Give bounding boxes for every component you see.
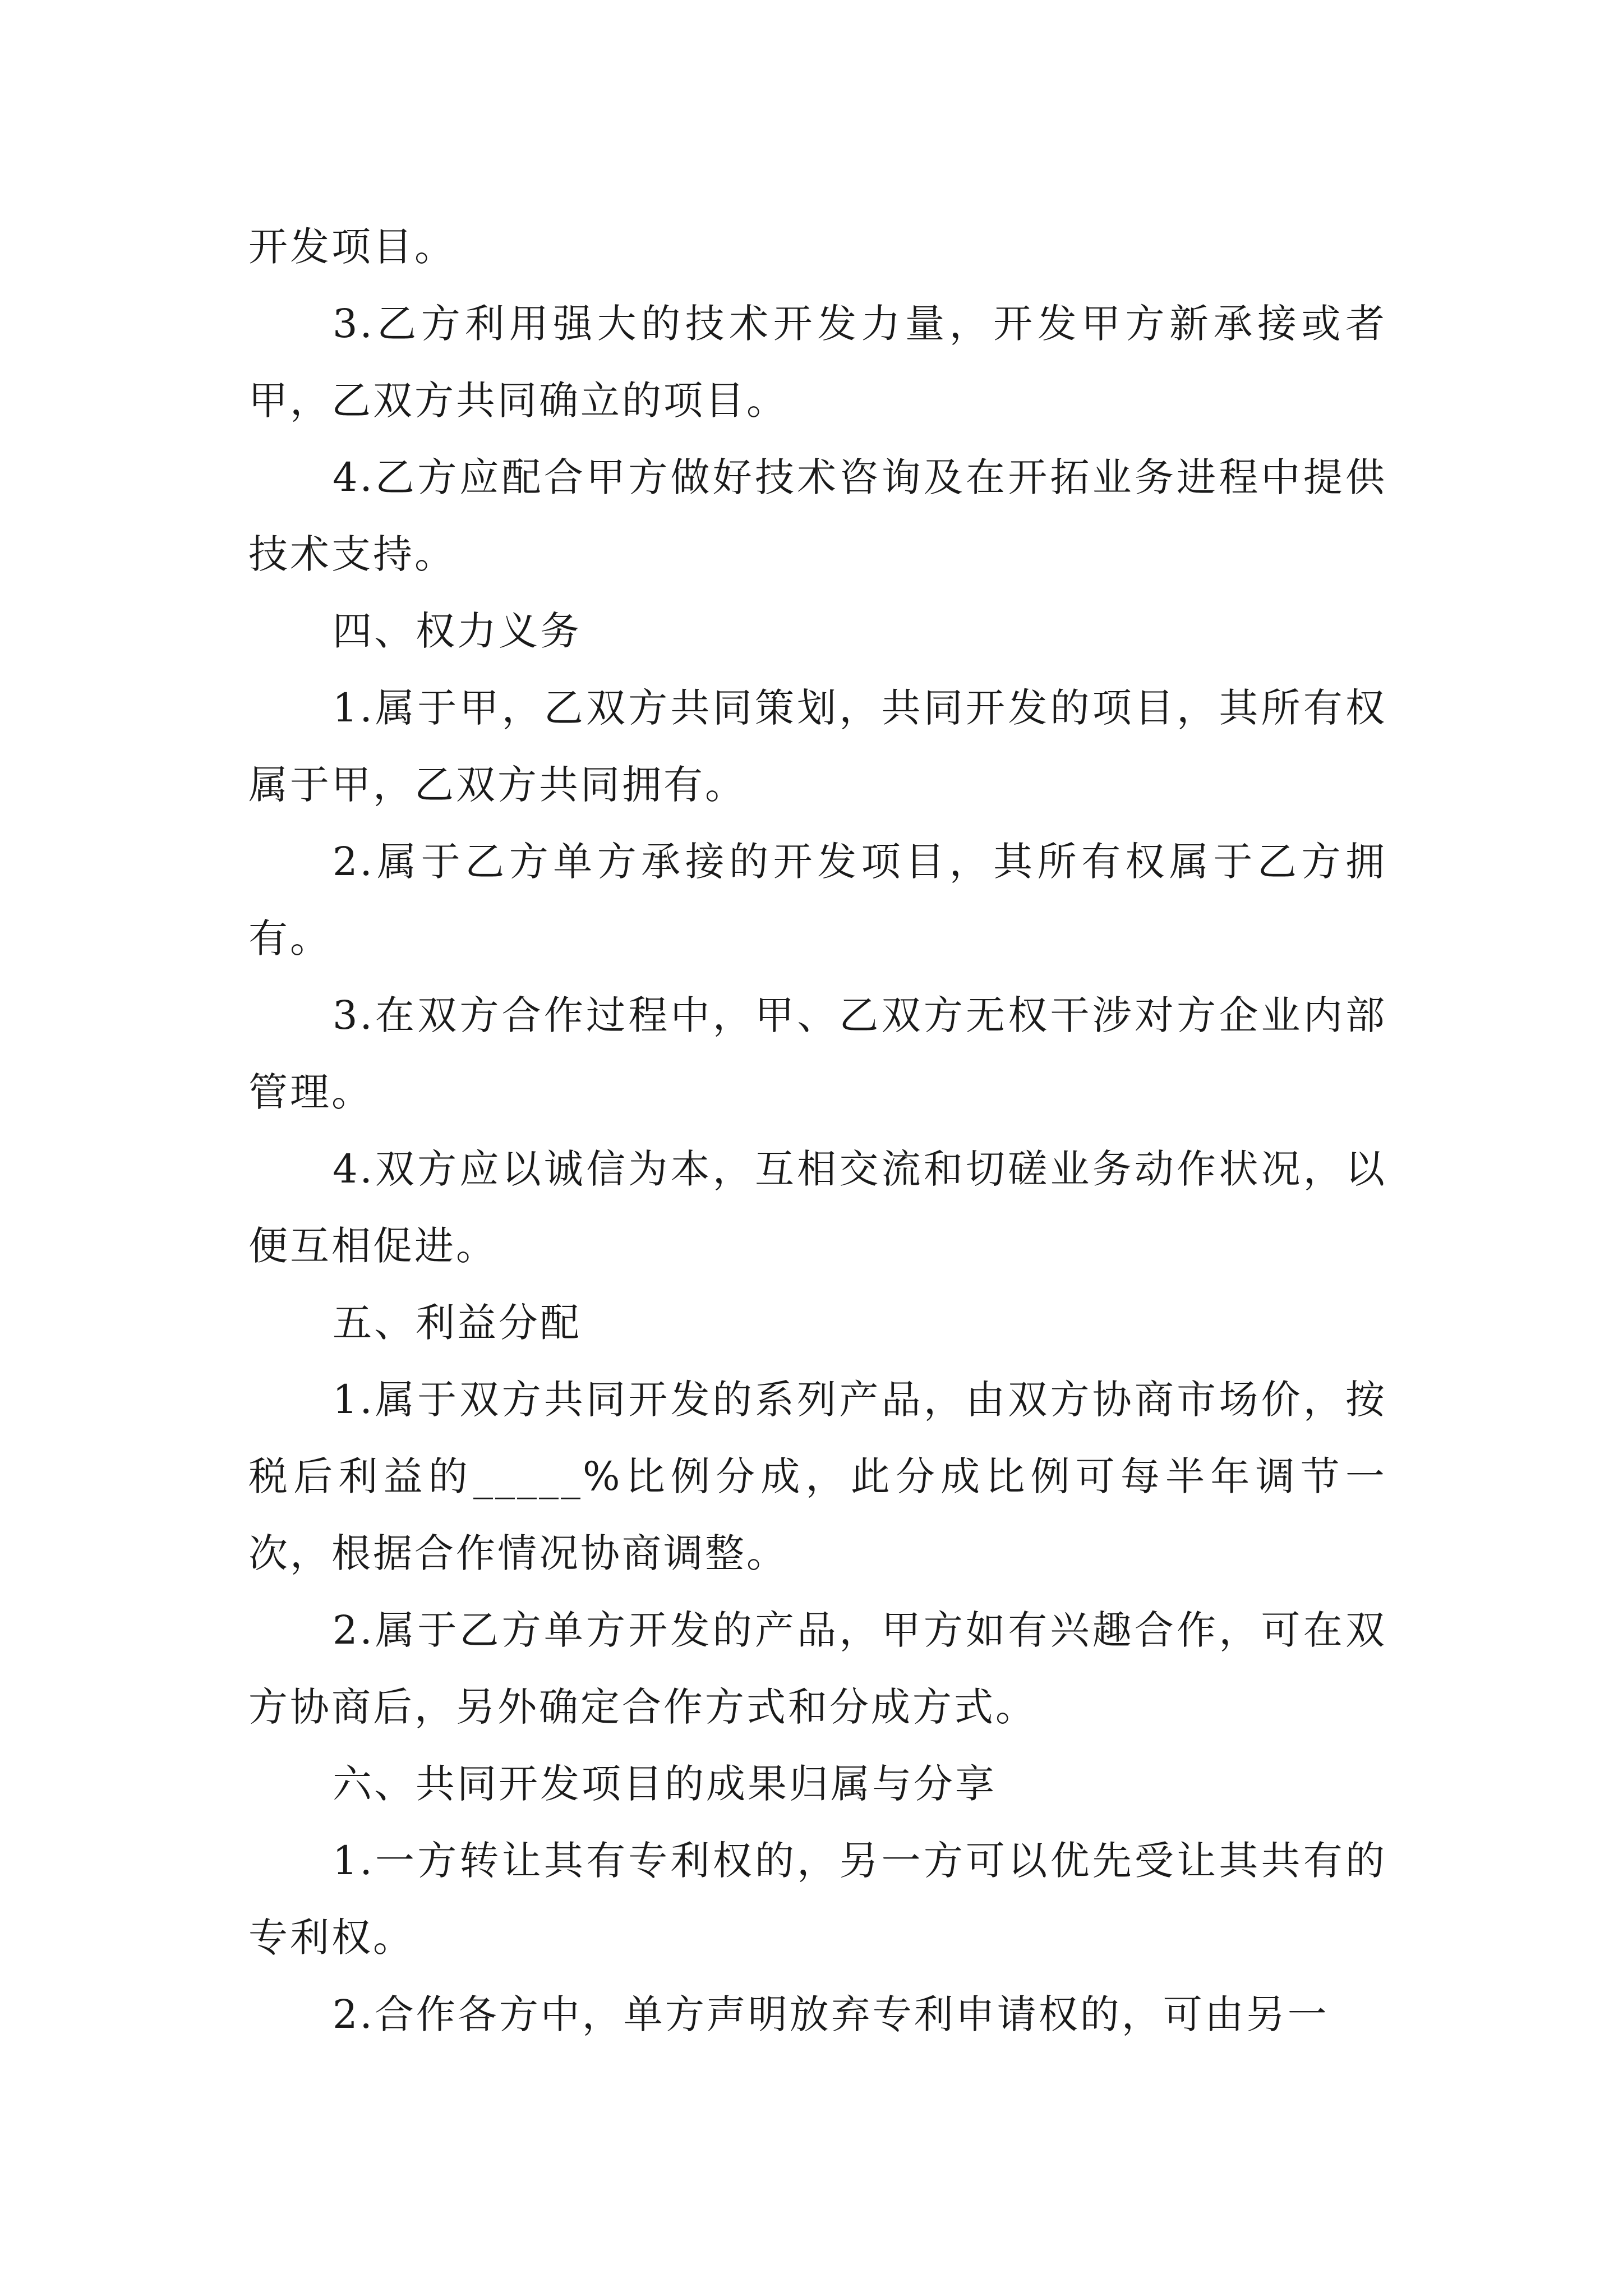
paragraph: 4.乙方应配合甲方做好技术咨询及在开拓业务进程中提供技术支持。 — [248, 454, 1387, 577]
paragraph: 1.属于双方共同开发的系列产品，由双方协商市场价，按税后利益的_____%比例分成，此分成比例可每半年调节一次，根据合作情况协商调整。 — [248, 1377, 1387, 1576]
document-body — [248, 209, 1387, 2053]
paragraph: 2.合作各方中，单方声明放弃专利申请权的，可由另一 — [333, 1991, 1329, 2037]
paragraph: 1.一方转让其有专利权的，另一方可以优先受让其共有的专利权。 — [248, 1838, 1387, 1961]
paragraph: 2.属于乙方单方承接的开发项目，其所有权属于乙方拥有。 — [248, 839, 1387, 961]
paragraph: 1.属于甲，乙双方共同策划，共同开发的项目，其所有权属于甲，乙双方共同拥有。 — [248, 685, 1387, 808]
paragraph: 开发项目。 — [248, 224, 456, 270]
section-heading: 四、权力义务 — [333, 608, 582, 654]
paragraph: 3.在双方合作过程中，甲、乙双方无权干涉对方企业内部管理。 — [248, 992, 1387, 1115]
section-heading: 五、利益分配 — [333, 1300, 582, 1346]
paragraph: 3.乙方利用强大的技术开发力量，开发甲方新承接或者甲，乙双方共同确立的项目。 — [248, 301, 1387, 424]
paragraph: 2.属于乙方单方开发的产品，甲方如有兴趣合作，可在双方协商后，另外确定合作方式和分成方式。 — [248, 1607, 1387, 1730]
section-heading: 六、共同开发项目的成果归属与分享 — [333, 1761, 997, 1807]
paragraph: 4.双方应以诚信为本，互相交流和切磋业务动作状况，以便互相促进。 — [248, 1146, 1387, 1269]
